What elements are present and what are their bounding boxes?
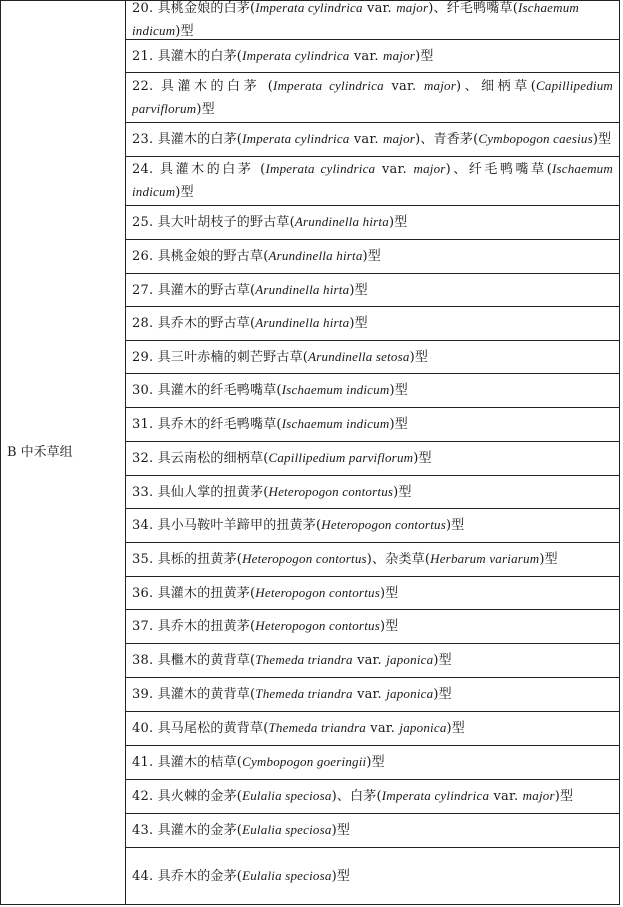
latin-name: Heteropogon contortus bbox=[255, 584, 380, 600]
latin-name: Heteropogon contortus bbox=[242, 551, 367, 566]
latin-name: Heteropogon contortus bbox=[255, 618, 380, 633]
table-row bbox=[126, 40, 619, 73]
table-row bbox=[126, 307, 619, 341]
latin-name: japonica bbox=[386, 652, 434, 667]
row-text: 30. 具灌木的纤毛鸭嘴草(Ischaemum indicum)型 bbox=[132, 382, 408, 398]
latin-name: Eulalia speciosa bbox=[242, 868, 332, 883]
row-text: 22. 具灌木的白茅 (Imperata cylindrica var. major)、细柄草(Capillipedium parviflorum)型 bbox=[132, 77, 613, 117]
row-text: 37. 具乔木的扭黄茅(Heteropogon contortus)型 bbox=[132, 618, 399, 634]
latin-name: major bbox=[396, 0, 429, 15]
latin-name: Cymbopogon goeringii bbox=[242, 754, 367, 769]
row-text: 33. 具仙人掌的扭黄茅(Heteropogon contortus)型 bbox=[132, 483, 412, 500]
table-row bbox=[126, 746, 619, 780]
table-row bbox=[126, 73, 619, 123]
row-text: 29. 具三叶赤楠的刺芒野古草(Arundinella setosa)型 bbox=[132, 348, 429, 365]
latin-name: Capillipedium parviflorum bbox=[132, 77, 613, 116]
table-row bbox=[126, 408, 619, 442]
table-row bbox=[126, 476, 619, 509]
latin-name: Arundinella hirta bbox=[268, 248, 363, 263]
latin-name: Imperata cylindrica bbox=[381, 788, 490, 803]
row-text: 26. 具桃金娘的野古草(Arundinella hirta)型 bbox=[132, 248, 382, 264]
latin-name: Themeda triandra bbox=[255, 686, 353, 701]
latin-name: Capillipedium parviflorum bbox=[268, 450, 414, 465]
latin-name: Imperata cylindrica bbox=[265, 161, 376, 176]
table-row bbox=[126, 543, 619, 577]
latin-name: Ischaemum indicum bbox=[132, 161, 613, 199]
latin-name: Cymbopogon caesius bbox=[478, 131, 593, 146]
row-text: 41. 具灌木的桔草(Cymbopogon goeringii)型 bbox=[132, 754, 385, 770]
row-text: 27. 具灌木的野古草(Arundinella hirta)型 bbox=[132, 281, 368, 298]
latin-name: major bbox=[423, 77, 456, 93]
row-text: 28. 具乔木的野古草(Arundinella hirta)型 bbox=[132, 315, 368, 331]
table-row bbox=[126, 610, 619, 644]
latin-name: japonica bbox=[399, 720, 447, 735]
latin-name: Ischaemum indicum bbox=[281, 382, 390, 397]
latin-name: Ischaemum indicum bbox=[132, 0, 580, 38]
row-text: 32. 具云南松的细柄草(Capillipedium parviflorum)型 bbox=[132, 450, 432, 466]
latin-name: Imperata cylindrica bbox=[273, 77, 384, 93]
table-row bbox=[126, 240, 619, 274]
latin-name: Arundinella hirta bbox=[255, 281, 350, 297]
latin-name: Themeda triandra bbox=[268, 720, 366, 735]
latin-name: major bbox=[383, 131, 416, 146]
row-text: 38. 具檵木的黄背草(Themeda triandra var. japonica)型 bbox=[132, 652, 452, 668]
row-text: 35. 具栎的扭黄茅(Heteropogon contortus)、杂类草(Herbarum variarum)型 bbox=[132, 551, 558, 567]
table-row bbox=[126, 509, 619, 543]
table-row bbox=[126, 341, 619, 374]
row-text: 21. 具灌木的白茅(Imperata cylindrica var. major)型 bbox=[132, 47, 434, 64]
row-text: 23. 具灌木的白茅(Imperata cylindrica var. major)、青香茅(Cymbopogon caesius)型 bbox=[132, 131, 612, 147]
latin-name: Arundinella hirta bbox=[255, 315, 350, 330]
row-text: 34. 具小马鞍叶羊蹄甲的扭黄茅(Heteropogon contortus)型 bbox=[132, 517, 465, 533]
latin-name: Heteropogon contortus bbox=[268, 483, 394, 499]
table-row bbox=[126, 848, 619, 905]
latin-name: Ischaemum indicum bbox=[281, 416, 390, 431]
table-row bbox=[126, 206, 619, 240]
latin-name: Arundinella hirta bbox=[294, 214, 389, 229]
row-text: 31. 具乔木的纤毛鸭嘴草(Ischaemum indicum)型 bbox=[132, 416, 408, 432]
row-text: 44. 具乔木的金茅(Eulalia speciosa)型 bbox=[132, 868, 351, 884]
latin-name: Heteropogon contortus bbox=[321, 517, 446, 532]
latin-name: major bbox=[413, 161, 446, 176]
table-row bbox=[126, 274, 619, 307]
latin-name: major bbox=[383, 47, 416, 63]
table-row bbox=[126, 712, 619, 746]
latin-name: major bbox=[522, 788, 555, 803]
table-row bbox=[126, 644, 619, 678]
table-row bbox=[126, 374, 619, 408]
row-text: 24. 具灌木的白茅 (Imperata cylindrica var. major)、纤毛鸭嘴草(Ischaemum indicum)型 bbox=[132, 161, 613, 200]
table-row bbox=[126, 0, 619, 40]
latin-name: Imperata cylindrica bbox=[242, 131, 350, 146]
latin-name: japonica bbox=[386, 686, 434, 701]
row-text: 25. 具大叶胡枝子的野古草(Arundinella hirta)型 bbox=[132, 214, 408, 230]
table-row bbox=[126, 442, 619, 476]
row-text: 36. 具灌木的扭黄茅(Heteropogon contortus)型 bbox=[132, 584, 399, 601]
group-label: B 中禾草组 bbox=[7, 445, 73, 460]
row-text: 43. 具灌木的金茅(Eulalia speciosa)型 bbox=[132, 822, 351, 838]
table-row bbox=[126, 157, 619, 206]
table-row bbox=[126, 123, 619, 157]
row-text: 40. 具马尾松的黄背草(Themeda triandra var. japonica)型 bbox=[132, 720, 465, 736]
table-row bbox=[126, 678, 619, 712]
row-text: 20. 具桃金娘的白茅(Imperata cylindrica var. major)、纤毛鸭嘴草(Ischaemum indicum)型 bbox=[132, 0, 580, 39]
row-text: 42. 具火棘的金茅(Eulalia speciosa)、白茅(Imperata cylindrica var. major)型 bbox=[132, 788, 574, 804]
latin-name: Themeda triandra bbox=[255, 652, 353, 667]
table-row bbox=[126, 814, 619, 848]
latin-name: Herbarum variarum bbox=[430, 551, 540, 566]
latin-name: Imperata cylindrica bbox=[255, 0, 363, 15]
row-text: 39. 具灌木的黄背草(Themeda triandra var. japonica)型 bbox=[132, 686, 452, 702]
latin-name: Imperata cylindrica bbox=[242, 47, 350, 63]
table-row bbox=[126, 577, 619, 610]
latin-name: Eulalia speciosa bbox=[242, 788, 332, 803]
latin-name: Eulalia speciosa bbox=[242, 822, 332, 837]
table-row bbox=[126, 780, 619, 814]
latin-name: Arundinella setosa bbox=[308, 348, 410, 364]
